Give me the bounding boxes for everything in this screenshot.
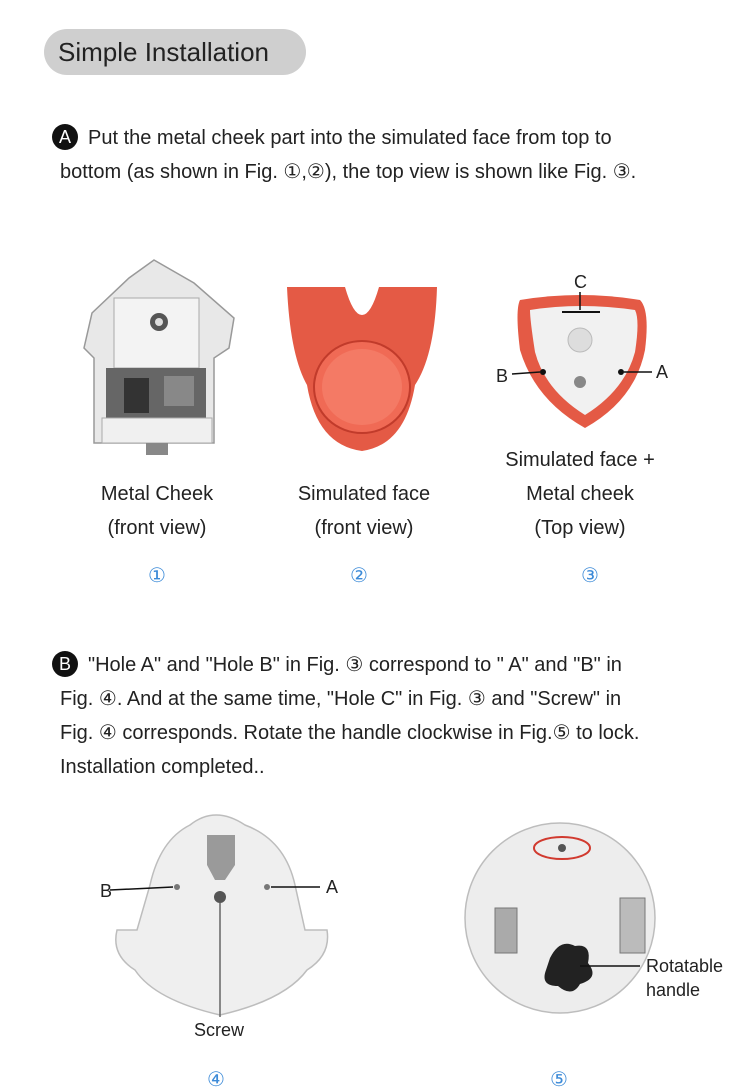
section-title: Simple Installation	[44, 29, 306, 75]
fig2-caption-line-2: (front view)	[314, 517, 414, 539]
fig1-number: ①	[148, 565, 166, 587]
fig1-caption-line-2: (front view)	[107, 517, 207, 539]
fig1-caption-line-1: Metal Cheek	[100, 483, 214, 505]
label-a: A	[656, 362, 669, 382]
simulated-face-image	[285, 285, 440, 455]
step-a-line-1	[52, 121, 742, 155]
fig3-caption-line-1: Metal cheek	[526, 483, 634, 505]
fig4-number: ④	[207, 1069, 225, 1091]
fig4-image	[95, 805, 345, 1050]
step-b-line-1-text: "Hole A" and "Hole B" in Fig. ③ correspond to " A" and "B" in	[88, 654, 622, 676]
step-b-line-1	[52, 648, 742, 682]
fig4-label-b: B	[100, 881, 113, 901]
fig3-caption-line-2: (Top view)	[534, 517, 626, 539]
metal-cheek-image	[84, 258, 234, 468]
step-b-text	[52, 648, 742, 784]
step-b-line-4: Installation completed..	[60, 756, 265, 778]
fig3-caption	[470, 443, 690, 545]
fig2-caption-line-1: Simulated face	[297, 483, 431, 505]
fig5-image	[460, 818, 750, 1028]
fig5-label-handle-1: Rotatable	[646, 956, 724, 976]
fig4-label-screw: Screw	[194, 1020, 245, 1040]
step-b-badge: B	[52, 651, 78, 677]
step-a-badge: A	[52, 124, 78, 150]
fig1-caption	[57, 477, 257, 545]
fig5-number: ⑤	[550, 1069, 568, 1091]
top-view-image	[490, 270, 680, 440]
step-a-text	[52, 121, 742, 189]
step-b-line-2: Fig. ④. And at the same time, "Hole C" in Fig. ③ and "Screw" in	[60, 688, 622, 710]
step-b-line-3: Fig. ④ corresponds. Rotate the handle clockwise in Fig.⑤ to lock.	[60, 722, 640, 744]
fig5-label-handle-2: handle	[646, 980, 701, 1000]
fig3-caption-line-0: Simulated face +	[505, 449, 655, 471]
fig2-caption	[264, 477, 464, 545]
fig3-number: ③	[581, 565, 599, 587]
step-a-line-1-text: Put the metal cheek part into the simulated face from top to	[88, 127, 612, 149]
label-b: B	[496, 366, 509, 386]
label-c: C	[574, 272, 587, 292]
fig4-label-a: A	[326, 877, 339, 897]
fig2-number: ②	[350, 565, 368, 587]
step-a-line-2: bottom (as shown in Fig. ①,②), the top view is shown like Fig. ③.	[60, 161, 637, 183]
